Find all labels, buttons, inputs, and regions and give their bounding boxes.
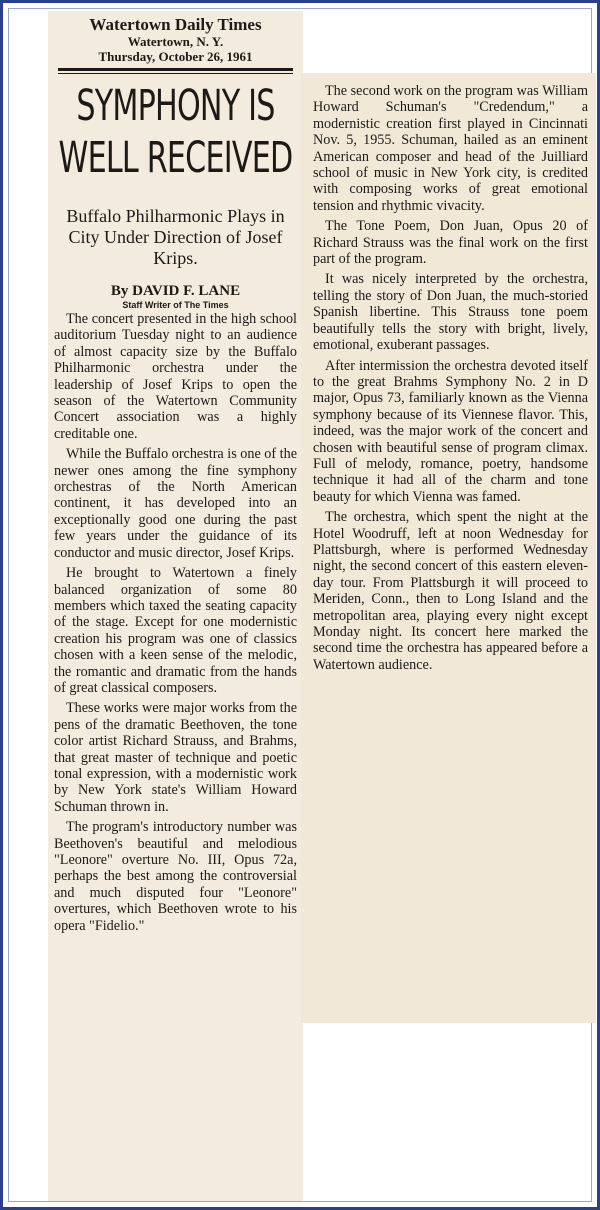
clipping-right-column	[301, 73, 596, 1023]
paragraph: The program's introductory number was Beethoven's beautiful and melodious "Leonore" overture No. III, Opus 72a, perhaps the best among the controversial and much disputed four "Leonore" overtures, which Beethoven wrote to his opera "Fidelio."	[54, 819, 297, 934]
newspaper-name: Watertown Daily Times	[89, 15, 262, 34]
paragraph: While the Buffalo orchestra is one of the newer ones among the fine symphony orchestras of the North American continent, it has developed into an exceptionally good one during the past few years under the guidance of its conductor and music director, Josef Krips.	[54, 446, 297, 561]
masthead-rule-thin	[58, 73, 293, 74]
masthead-rule	[58, 68, 293, 71]
headline-line-2: WELL RECEIVED	[58, 133, 293, 183]
article-body-left	[54, 311, 297, 934]
paragraph: The second work on the program was William Howard Schuman's "Credendum," a modernistic creation first played in Cincinnati Nov. 5, 1955. Schuman, hailed as an eminent American composer and head of the Juilliard school of music in New York city, is credited with composing works of great emotional tension and rhythmic vivacity.	[313, 83, 588, 214]
paragraph: The concert presented in the high school auditorium Tuesday night to an audience of almost capacity size by the Buffalo Philharmonic orchestra under the leadership of Josef Krips to open the season of the Watertown Community Concert association was a highly creditable one.	[54, 311, 297, 442]
paragraph: The Tone Poem, Don Juan, Opus 20 of Richard Strauss was the final work on the first part of the program.	[313, 218, 588, 268]
paragraph: It was nicely interpreted by the orchestra, telling the story of Don Juan, the much-storied Spanish libertine. This Strauss tone poem beautifully tells the story with bright, lively, emotional, exuberant passages.	[313, 271, 588, 354]
newspaper-city: Watertown, N. Y.	[127, 34, 224, 49]
masthead	[48, 15, 303, 64]
paragraph: The orchestra, which spent the night at the Hotel Woodruff, left at noon Wednesday for Plattsburgh, where is performed Wednesday night, the second concert of this eastern eleven-day tour. From Plattsburgh it will proceed to Meriden, Conn., then to Long Island and the metropolitan area, playing every night except Monday night. Its concert here marked the second time the orchestra has appeared before a Watertown audience.	[313, 509, 588, 673]
newspaper-date: Thursday, October 26, 1961	[98, 49, 253, 64]
paragraph: After intermission the orchestra devoted itself to the great Brahms Symphony No. 2 in D major, Opus 73, familiarly known as the Vienna symphony because of its Viennese flavor. This, indeed, was the major work of the concert and chosen with beautiful sense of program climax. Full of melody, romance, poetry, handsome technique it had all of the charm and tone beauty for which Vienna was famed.	[313, 357, 588, 505]
headline	[53, 80, 299, 184]
subheadline: Buffalo Philharmonic Plays in City Under Direction of Josef Krips.	[66, 206, 285, 268]
paragraph: He brought to Watertown a finely balanced organization of some 80 members which taxed the seating capacity of the stage. Except for one modernistic creation his program was one of classics chosen with a keen sense of the melodic, the romantic and dramatic from the hands of great classical composers.	[54, 565, 297, 696]
byline-title: Staff Writer of The Times	[122, 300, 229, 310]
headline-line-1: SYMPHONY IS	[76, 81, 275, 131]
byline: By DAVID F. LANE	[110, 283, 241, 299]
paragraph: These works were major works from the pens of the dramatic Beethoven, the tone color artist Richard Strauss, and Brahms, that great master of technique and poetic tonal expression, with a modernistic work by New York state's William Howard Schuman thrown in.	[54, 700, 297, 815]
clipping-left-column	[48, 11, 303, 1201]
article-body-right	[313, 83, 588, 673]
